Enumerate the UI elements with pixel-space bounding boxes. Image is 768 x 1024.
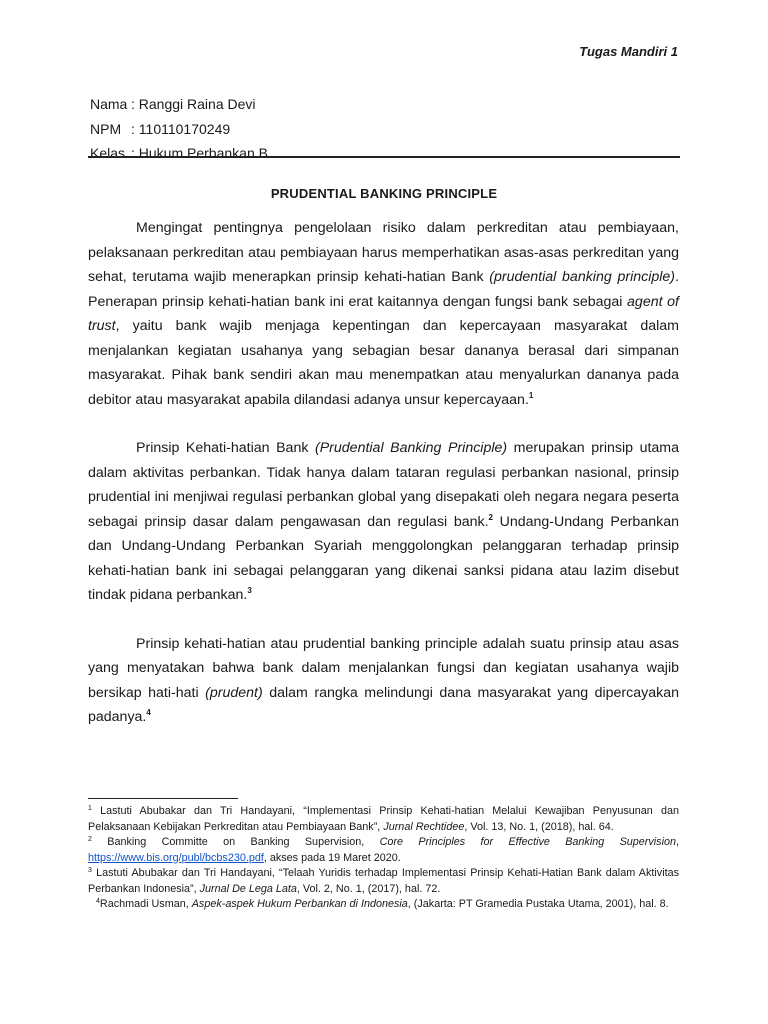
footnote-number: 3	[88, 867, 92, 874]
footnote-ref: 4	[146, 708, 151, 717]
text-run: Prinsip Kehati-hatian Bank	[136, 440, 315, 456]
footnote-ref: 1	[528, 390, 534, 400]
footnote-number: 2	[88, 836, 92, 843]
text-run: Lastuti Abubakar dan Tri Handayani, “Telaah Yuridis terhadap Implementasi Prinsip Kehati-Hatian Bank dalam Aktivitas Perbankan Indonesia”,	[88, 867, 679, 895]
identity-row-name	[90, 92, 268, 117]
text-run: Lastuti Abubakar dan Tri Handayani, “Implementasi Prinsip Kehati-hatian Melalui Kewajiban Penyusunan dan Pelaksanaan Kebijakan Perkreditan atau Pembiayaan Bank”,	[88, 805, 679, 833]
paragraph-3	[88, 632, 679, 730]
text-run: ,	[676, 836, 679, 848]
italic-run: Jurnal De Lega Lata	[199, 882, 297, 895]
identity-value: : 110110170249	[131, 120, 231, 137]
italic-run: Aspek-aspek Hukum Perbankan di Indonesia	[191, 898, 408, 910]
footnote-ref: 2	[488, 512, 493, 522]
text-run: . Penerapan prinsip kehati-hatian bank ini erat kaitannya dengan fungsi bank sebagai	[88, 269, 679, 310]
assignment-label: Tugas Mandiri 1	[579, 44, 678, 59]
text-run: Undang-Undang Perbankan dan Undang-Undang Perbankan Syariah menggolongkan pelanggaran terhadap prinsip kehati-hatian bank ini sebagai pelanggaran yang dikenai sanksi pidana atau lazim disebut tindak pidana perbankan.	[88, 513, 679, 603]
footnote-1	[88, 804, 679, 835]
page-title: PRUDENTIAL BANKING PRINCIPLE	[270, 186, 498, 201]
paragraph-1	[88, 216, 679, 412]
identity-key: Kelas	[90, 145, 126, 161]
text-run: , Vol. 2, No. 1, (2017), hal. 72.	[296, 882, 441, 895]
italic-run: Core Principles for Effective Banking Supervision	[379, 836, 676, 848]
identity-row-npm	[90, 117, 268, 142]
student-identity	[90, 92, 268, 166]
identity-row-class	[90, 141, 268, 166]
text-run: Prinsip kehati-hatian atau prudential banking principle adalah suatu prinsip atau asas yang menyatakan bahwa bank dalam menjalankan fungsi dan kegiatan usahanya wajib bersikap hati-hati	[88, 635, 679, 701]
footnote-4	[88, 897, 679, 913]
italic-run: agent of trust	[88, 293, 679, 334]
italic-run: (prudent)	[205, 684, 263, 701]
text-run: , (Jakarta: PT Gramedia Pustaka Utama, 2001), hal. 8.	[407, 898, 669, 910]
text-run: , akses pada 19 Maret 2020.	[263, 851, 401, 864]
text-run: merupakan prinsip utama dalam aktivitas perbankan. Tidak hanya dalam tataran regulasi perbankan nasional, prinsip prudential ini menjiwai regulasi perbankan global yang disepakati oleh negara negara peserta sebagai prinsip dasar dalam pengawasan dan regulasi bank.	[88, 440, 679, 530]
identity-key: NPM	[90, 120, 122, 137]
italic-run: Jurnal Rechtidee	[383, 820, 465, 833]
text-run: Banking Committe on Banking Supervision,	[91, 836, 380, 848]
italic-run: (prudential banking principle)	[489, 269, 676, 285]
text-run: , yaitu bank wajib menjaga kepentingan dan kepercayaan masyarakat dalam menjalankan kegiatan usahanya yang sebagian besar dananya berasal dari simpanan masyarakat. Pihak bank sendiri akan mau menempatkan atau menyalurkan dananya pada debitor atau masyarakat apabila dilandasi adanya unsur kepercayaan.	[88, 318, 679, 408]
identity-key: Nama	[90, 96, 128, 112]
header-divider	[88, 156, 680, 158]
identity-value: : Ranggi Raina Devi	[131, 96, 256, 112]
footnote-divider	[88, 798, 238, 799]
footnotes	[88, 804, 679, 913]
footnote-2	[88, 835, 679, 866]
body-text	[88, 216, 679, 754]
paragraph-2	[88, 436, 679, 608]
text-run: Mengingat pentingnya pengelolaan risiko dalam perkreditan atau pembiayaan, pelaksanaan perkreditan atau pembiayaan harus memperhatikan asas-asas perkreditan yang sehat, terutama wajib menerapkan prinsip kehati-hatian Bank	[88, 220, 679, 285]
footnote-number: 4	[96, 898, 100, 905]
footnote-number: 1	[88, 805, 92, 812]
source-link[interactable]: https://www.bis.org/publ/bcbs230.pdf	[88, 851, 264, 864]
text-run: , Vol. 13, No. 1, (2018), hal. 64.	[464, 820, 614, 833]
footnote-3	[88, 866, 679, 897]
text-run: Rachmadi Usman,	[99, 898, 192, 910]
identity-value: : Hukum Perbankan B	[131, 145, 268, 161]
italic-run: (Prudential Banking Principle)	[314, 440, 508, 456]
text-run: dalam rangka melindungi dana masyarakat yang dipercayakan padanya.	[88, 684, 680, 725]
footnote-ref: 3	[247, 586, 252, 595]
